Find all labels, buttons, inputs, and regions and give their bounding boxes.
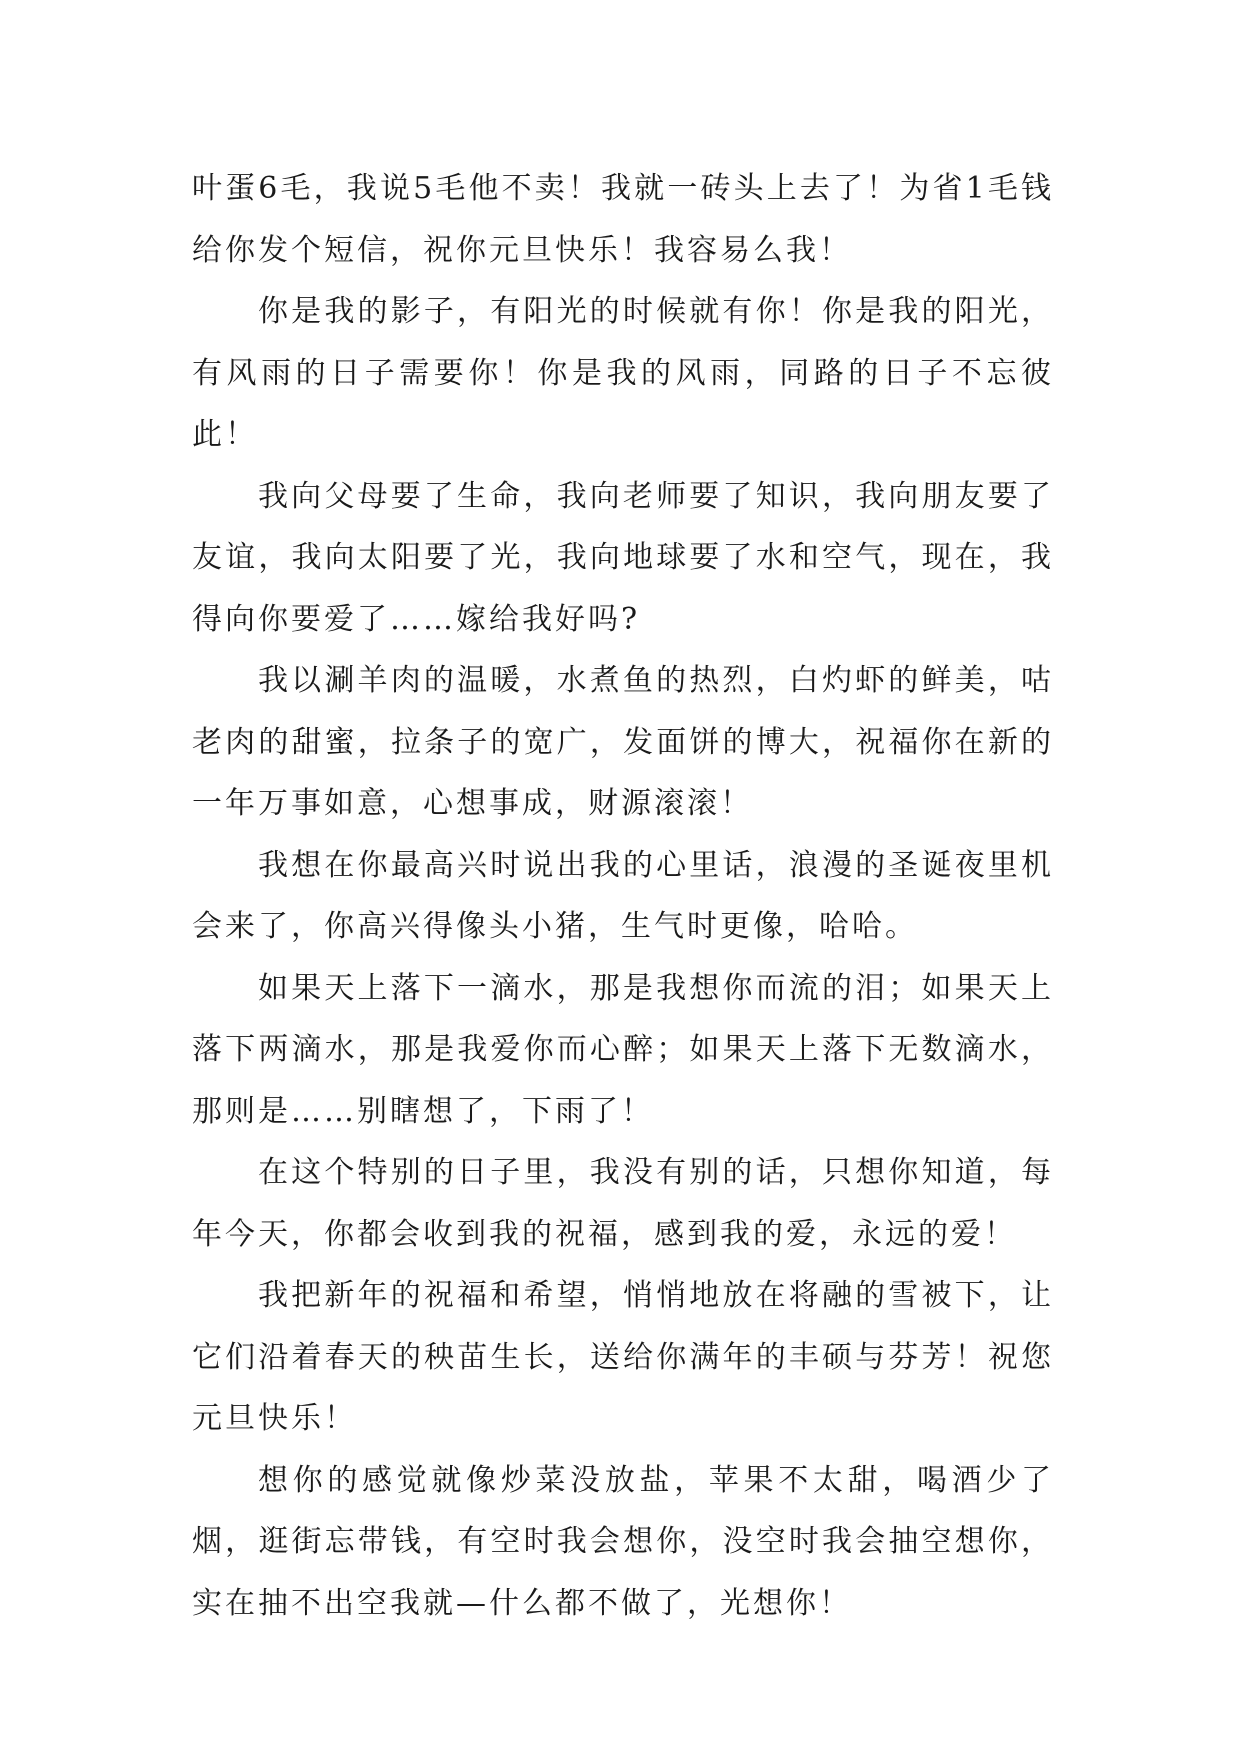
paragraph-2: 你是我的影子，有阳光的时候就有你！你是我的阳光，有风雨的日子需要你！你是我的风雨，同路的日子不忘彼此！ — [192, 294, 1054, 452]
paragraph-9: 想你的感觉就像炒菜没放盐，苹果不太甜，喝酒少了烟，逛街忘带钱，有空时我会想你，没空时我会抽空想你，实在抽不出空我就—什么都不做了，光想你！ — [192, 1462, 1054, 1621]
paragraph-7: 在这个特别的日子里，我没有别的话，只想你知道，每年今天，你都会收到我的祝福，感到我的爱，永远的爱！ — [192, 1155, 1054, 1252]
paragraph-1: 叶蛋6毛，我说5毛他不卖！我就一砖头上去了！为省1毛钱给你发个短信，祝你元旦快乐！我容易么我！ — [192, 171, 1054, 268]
paragraph-8: 我把新年的祝福和希望，悄悄地放在将融的雪被下，让它们沿着春天的秧苗生长，送给你满年的丰硕与芬芳！祝您元旦快乐！ — [192, 1278, 1054, 1436]
paragraph-6: 如果天上落下一滴水，那是我想你而流的泪；如果天上落下两滴水，那是我爱你而心醉；如果天上落下无数滴水，那则是……别瞎想了，下雨了！ — [192, 970, 1054, 1129]
paragraph-3: 我向父母要了生命，我向老师要了知识，我向朋友要了友谊，我向太阳要了光，我向地球要了水和空气，现在，我得向你要爱了……嫁给我好吗? — [192, 478, 1054, 637]
paragraph-5: 我想在你最高兴时说出我的心里话，浪漫的圣诞夜里机会来了，你高兴得像头小猪，生气时更像，哈哈。 — [192, 847, 1054, 944]
paragraph-4: 我以涮羊肉的温暖，水煮鱼的热烈，白灼虾的鲜美，咕老肉的甜蜜，拉条子的宽广，发面饼的博大，祝福你在新的一年万事如意，心想事成，财源滚滚！ — [192, 663, 1054, 821]
document-body — [192, 158, 1054, 1634]
